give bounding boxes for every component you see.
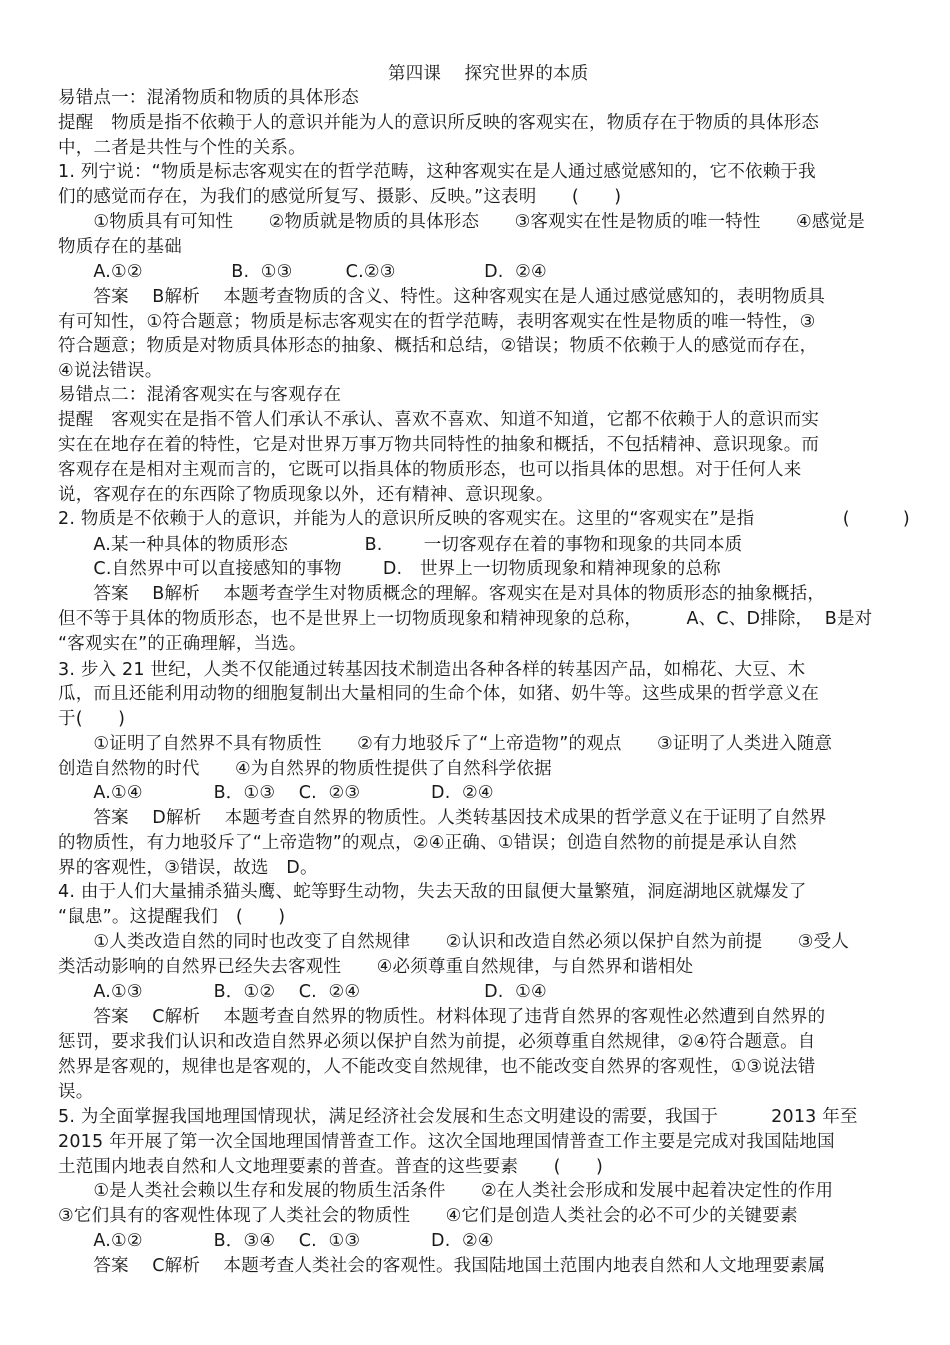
text-line: A.①② B. ①③ C.②③ D. ②④	[58, 262, 547, 282]
text-line: 的物质性，有力地驳斥了“上帝造物”的观点，②④正确、①错误；创造自然物的前提是承认自然	[58, 833, 797, 853]
text-line: 答案 D解析 本题考查自然界的物质性。人类转基因技术成果的哲学意义在于证明了自然界	[58, 808, 827, 828]
text-line: 有可知性，①符合题意；物质是标志客观实在的哲学范畴，表明客观实在性是物质的唯一特性，③	[58, 312, 816, 332]
text-line: 们的感觉而存在，为我们的感觉所复写、摄影、反映。”这表明 ( )	[58, 187, 622, 207]
text-line: A.①② B．③④ C. ①③ D. ②④	[58, 1231, 494, 1251]
text-line: 误。	[58, 1082, 94, 1102]
text-line: 客观存在是相对主观而言的，它既可以指具体的物质形态，也可以指具体的思想。对于任何人来	[58, 460, 802, 480]
text-line: 3. 步入 21 世纪，人类不仅能通过转基因技术制造出各种各样的转基因产品，如棉花、大豆、木	[58, 660, 806, 680]
text-line: 答案 B解析 本题考查物质的含义、特性。这种客观实在是人通过感觉感知的，表明物质具	[58, 287, 826, 307]
text-line: “客观实在”的正确理解，当选。	[58, 634, 307, 654]
text-line: 4. 由于人们大量捕杀猫头鹰、蛇等野生动物，失去天敌的田鼠便大量繁殖，洞庭湖地区就爆发了	[58, 882, 807, 902]
text-line: 2. 物质是不依赖于人的意识，并能为人的意识所反映的客观实在。这里的“客观实在”是指 ( )	[58, 509, 910, 529]
text-line: 提醒 物质是指不依赖于人的意识并能为人的意识所反映的客观实在，物质存在于物质的具体形态	[58, 113, 820, 133]
text-line: 答案 C解析 本题考查人类社会的客观性。我国陆地国土范围内地表自然和人文地理要素属	[58, 1256, 826, 1276]
text-line: 答案 C解析 本题考查自然界的物质性。材料体现了违背自然界的客观性必然遭到自然界的	[58, 1007, 826, 1027]
text-line: C.自然界中可以直接感知的事物 D. 世界上一切物质现象和精神现象的总称	[58, 559, 721, 579]
page-title: 第四课 探究世界的本质	[388, 64, 589, 84]
text-line: 易错点一：混淆物质和物质的具体形态	[58, 88, 359, 108]
text-line: 物质存在的基础	[58, 237, 182, 257]
text-line: 瓜，而且还能利用动物的细胞复制出大量相同的生命个体，如猪、奶牛等。这些成果的哲学意义在	[58, 684, 820, 704]
text-line: 1. 列宁说：“物质是标志客观实在的哲学范畴，这种客观实在是人通过感觉感知的，它不依赖于我	[58, 162, 816, 182]
text-line: 5. 为全面掌握我国地理国情现状，满足经济社会发展和生态文明建设的需要，我国于 2013 年至	[58, 1107, 858, 1127]
text-line: 易错点二：混淆客观实在与客观存在	[58, 385, 342, 405]
text-line: 说，客观存在的东西除了物质现象以外，还有精神、意识现象。	[58, 485, 554, 505]
text-line: A.①④ B．①③ C. ②③ D. ②④	[58, 783, 494, 803]
text-line: 2015 年开展了第一次全国地理国情普查工作。这次全国地理国情普查工作主要是完成对我国陆地国	[58, 1132, 835, 1152]
text-line: 然界是客观的，规律也是客观的，人不能改变自然规律，也不能改变自然界的客观性，①③说法错	[58, 1057, 816, 1077]
text-line: 土范围内地表自然和人文地理要素的普查。普查的这些要素 ( )	[58, 1157, 604, 1177]
text-line: 答案 B解析 本题考查学生对物质概念的理解。客观实在是对具体的物质形态的抽象概括，	[58, 584, 826, 604]
text-line: ①物质具有可知性 ②物质就是物质的具体形态 ③客观实在性是物质的唯一特性 ④感觉是	[58, 212, 865, 232]
text-line: 中，二者是共性与个性的关系。	[58, 138, 306, 158]
text-line: A.某一种具体的物质形态 B. 一切客观存在着的事物和现象的共同本质	[58, 535, 743, 555]
text-line: 符合题意；物质是对物质具体形态的抽象、概括和总结，②错误；物质不依赖于人的感觉而存在，	[58, 336, 818, 356]
text-line: 提醒 客观实在是指不管人们承认不承认、喜欢不喜欢、知道不知道，它都不依赖于人的意识而实	[58, 410, 820, 430]
text-line: ③它们具有的客观性体现了人类社会的物质性 ④它们是创造人类社会的必不可少的关键要素	[58, 1206, 798, 1226]
text-line: ④说法错误。	[58, 361, 163, 381]
text-line: 界的客观性，③错误，故选 D。	[58, 858, 318, 878]
text-line: 类活动影响的自然界已经失去客观性 ④必须尊重自然规律，与自然界和谐相处	[58, 957, 694, 977]
text-line: 实在在地存在着的特性，它是对世界万事万物共同特性的抽象和概括，不包括精神、意识现象。而	[58, 435, 820, 455]
text-line: ①人类改造自然的同时也改变了自然规律 ②认识和改造自然必须以保护自然为前提 ③受人	[58, 932, 850, 952]
text-line: “鼠患”。这提醒我们 ( )	[58, 907, 286, 927]
text-line: 创造自然物的时代 ④为自然界的物质性提供了自然科学依据	[58, 759, 552, 779]
text-line: 惩罚，要求我们认识和改造自然界必须以保护自然为前提，必须尊重自然规律，②④符合题意。自	[58, 1032, 816, 1052]
text-line: ①证明了自然界不具有物质性 ②有力地驳斥了“上帝造物”的观点 ③证明了人类进入随意	[58, 734, 833, 754]
text-line: ①是人类社会赖以生存和发展的物质生活条件 ②在人类社会形成和发展中起着决定性的作用	[58, 1181, 834, 1201]
text-line: 但不等于具体的物质形态，也不是世界上一切物质现象和精神现象的总称， A、C、D排除， B是对	[58, 609, 873, 629]
text-line: 于( )	[58, 709, 126, 729]
text-line: A.①③ B．①② C. ②④ D. ①④	[58, 982, 547, 1002]
